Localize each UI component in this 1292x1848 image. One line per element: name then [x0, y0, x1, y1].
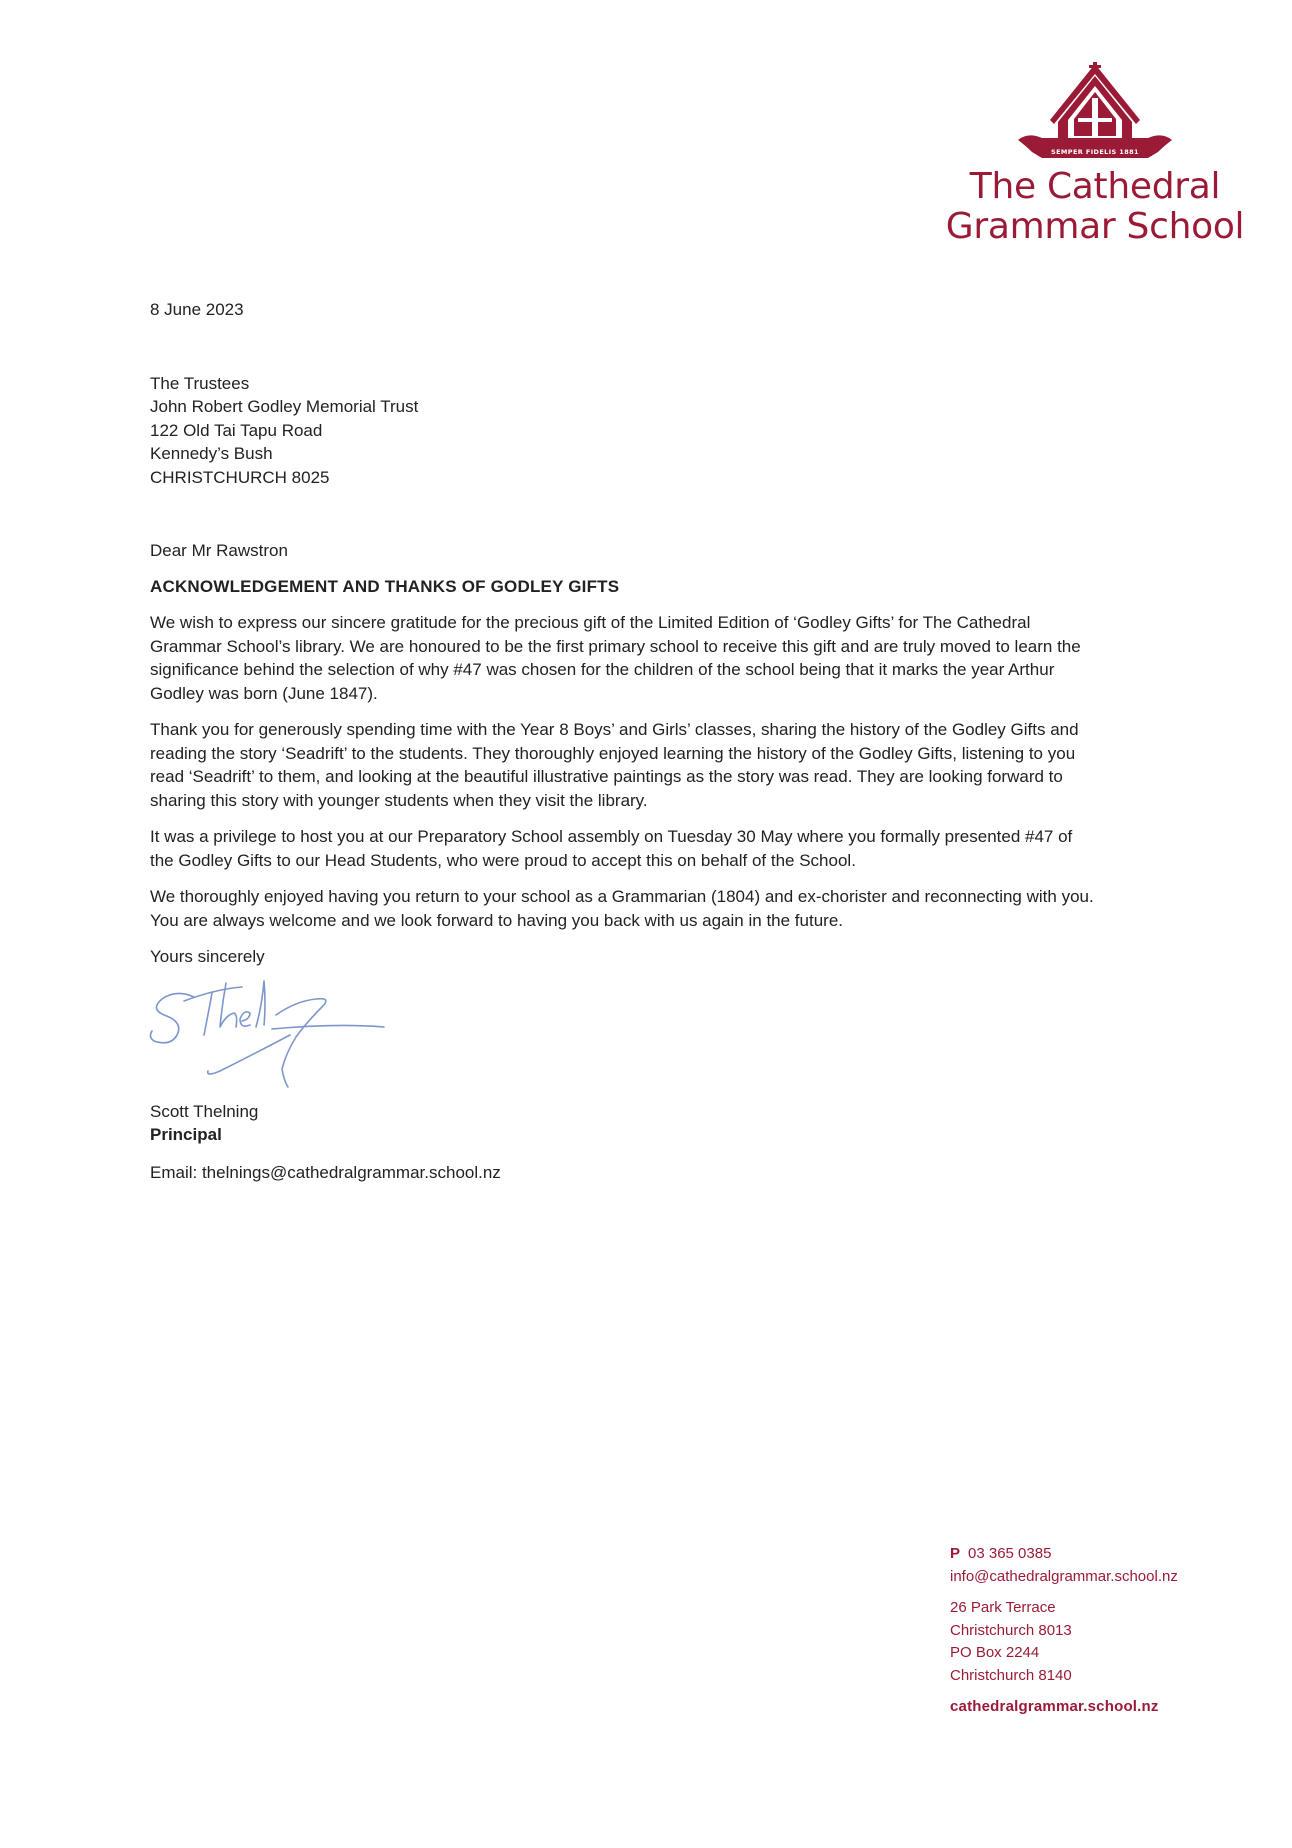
body-paragraph: We wish to express our sincere gratitude for the precious gift of the Limited Edition of ‘Godley Gifts’ for The Cathedral Grammar School’s library. We are honoured to be the first primary school to receive this gift and are truly moved to learn the significance behind the selection of why #47 was chosen for the children of the school being that it marks the year Arthur Godley was born (June 1847). — [150, 613, 1081, 703]
school-name-line2: Grammar School — [945, 206, 1245, 247]
address-line: The Trustees — [150, 373, 250, 393]
handwritten-signature — [146, 975, 446, 1100]
po-box: PO Box 2244 — [950, 1644, 1040, 1661]
salutation: Dear Mr Rawstron — [150, 541, 288, 560]
body-paragraph: We thoroughly enjoyed having you return to your school as a Grammarian (1804) and ex-chorister and reconnecting with you. You are always welcome and we look forward to having you back with us again in the future. — [150, 887, 1094, 930]
body-paragraph: Thank you for generously spending time with the Year 8 Boys’ and Girls’ classes, sharing the history of the Godley Gifts and reading the story ‘Seadrift’ to the students. They thoroughly enjoyed learning the history of the Godley Gifts, listening to you read ‘Seadrift’ to them, and looking at the beautiful illustrative paintings as the story was read. They are looking forward to sharing this story with younger students when they visit the library. — [150, 720, 1079, 810]
signer-name: Scott Thelning — [150, 1101, 259, 1121]
address-line: John Robert Godley Memorial Trust — [150, 397, 419, 416]
subject-heading: ACKNOWLEDGEMENT AND THANKS OF GODLEY GIFTS — [150, 576, 620, 596]
po-city: Christchurch 8140 — [950, 1666, 1072, 1684]
letter-date: 8 June 2023 — [150, 300, 244, 319]
phone-number: 03 365 0385 — [968, 1545, 1052, 1562]
signer-email: Email: thelnings@cathedralgrammar.school.nz — [150, 1162, 501, 1182]
phone-label: P — [950, 1545, 961, 1562]
school-crest-icon — [1008, 62, 1182, 170]
school-name-wordmark — [930, 167, 1260, 247]
street-city: Christchurch 8013 — [950, 1621, 1072, 1639]
body-paragraph: It was a privilege to host you at our Preparatory School assembly on Tuesday 30 May where you formally presented #47 of the Godley Gifts to our Head Students, who were proud to accept this on behalf of the School. — [150, 827, 1073, 870]
school-name-line1: The Cathedral — [969, 166, 1221, 207]
letter-body — [150, 298, 1100, 1184]
crest-motto: SEMPER FIDELIS 1881 — [1051, 148, 1139, 156]
contact-email: info@cathedralgrammar.school.nz — [950, 1567, 1178, 1585]
school-logo — [930, 62, 1260, 252]
recipient-address — [150, 372, 1100, 490]
street-address: 26 Park Terrace — [950, 1599, 1056, 1616]
signer-title: Principal — [150, 1125, 222, 1144]
closing: Yours sincerely — [150, 947, 265, 966]
address-line: Kennedy’s Bush — [150, 444, 273, 463]
contact-footer — [950, 1543, 1230, 1719]
address-line: 122 Old Tai Tapu Road — [150, 420, 323, 440]
phone-line — [950, 1543, 1230, 1566]
website-link[interactable]: cathedralgrammar.school.nz — [950, 1698, 1159, 1715]
address-line: CHRISTCHURCH 8025 — [150, 467, 330, 487]
